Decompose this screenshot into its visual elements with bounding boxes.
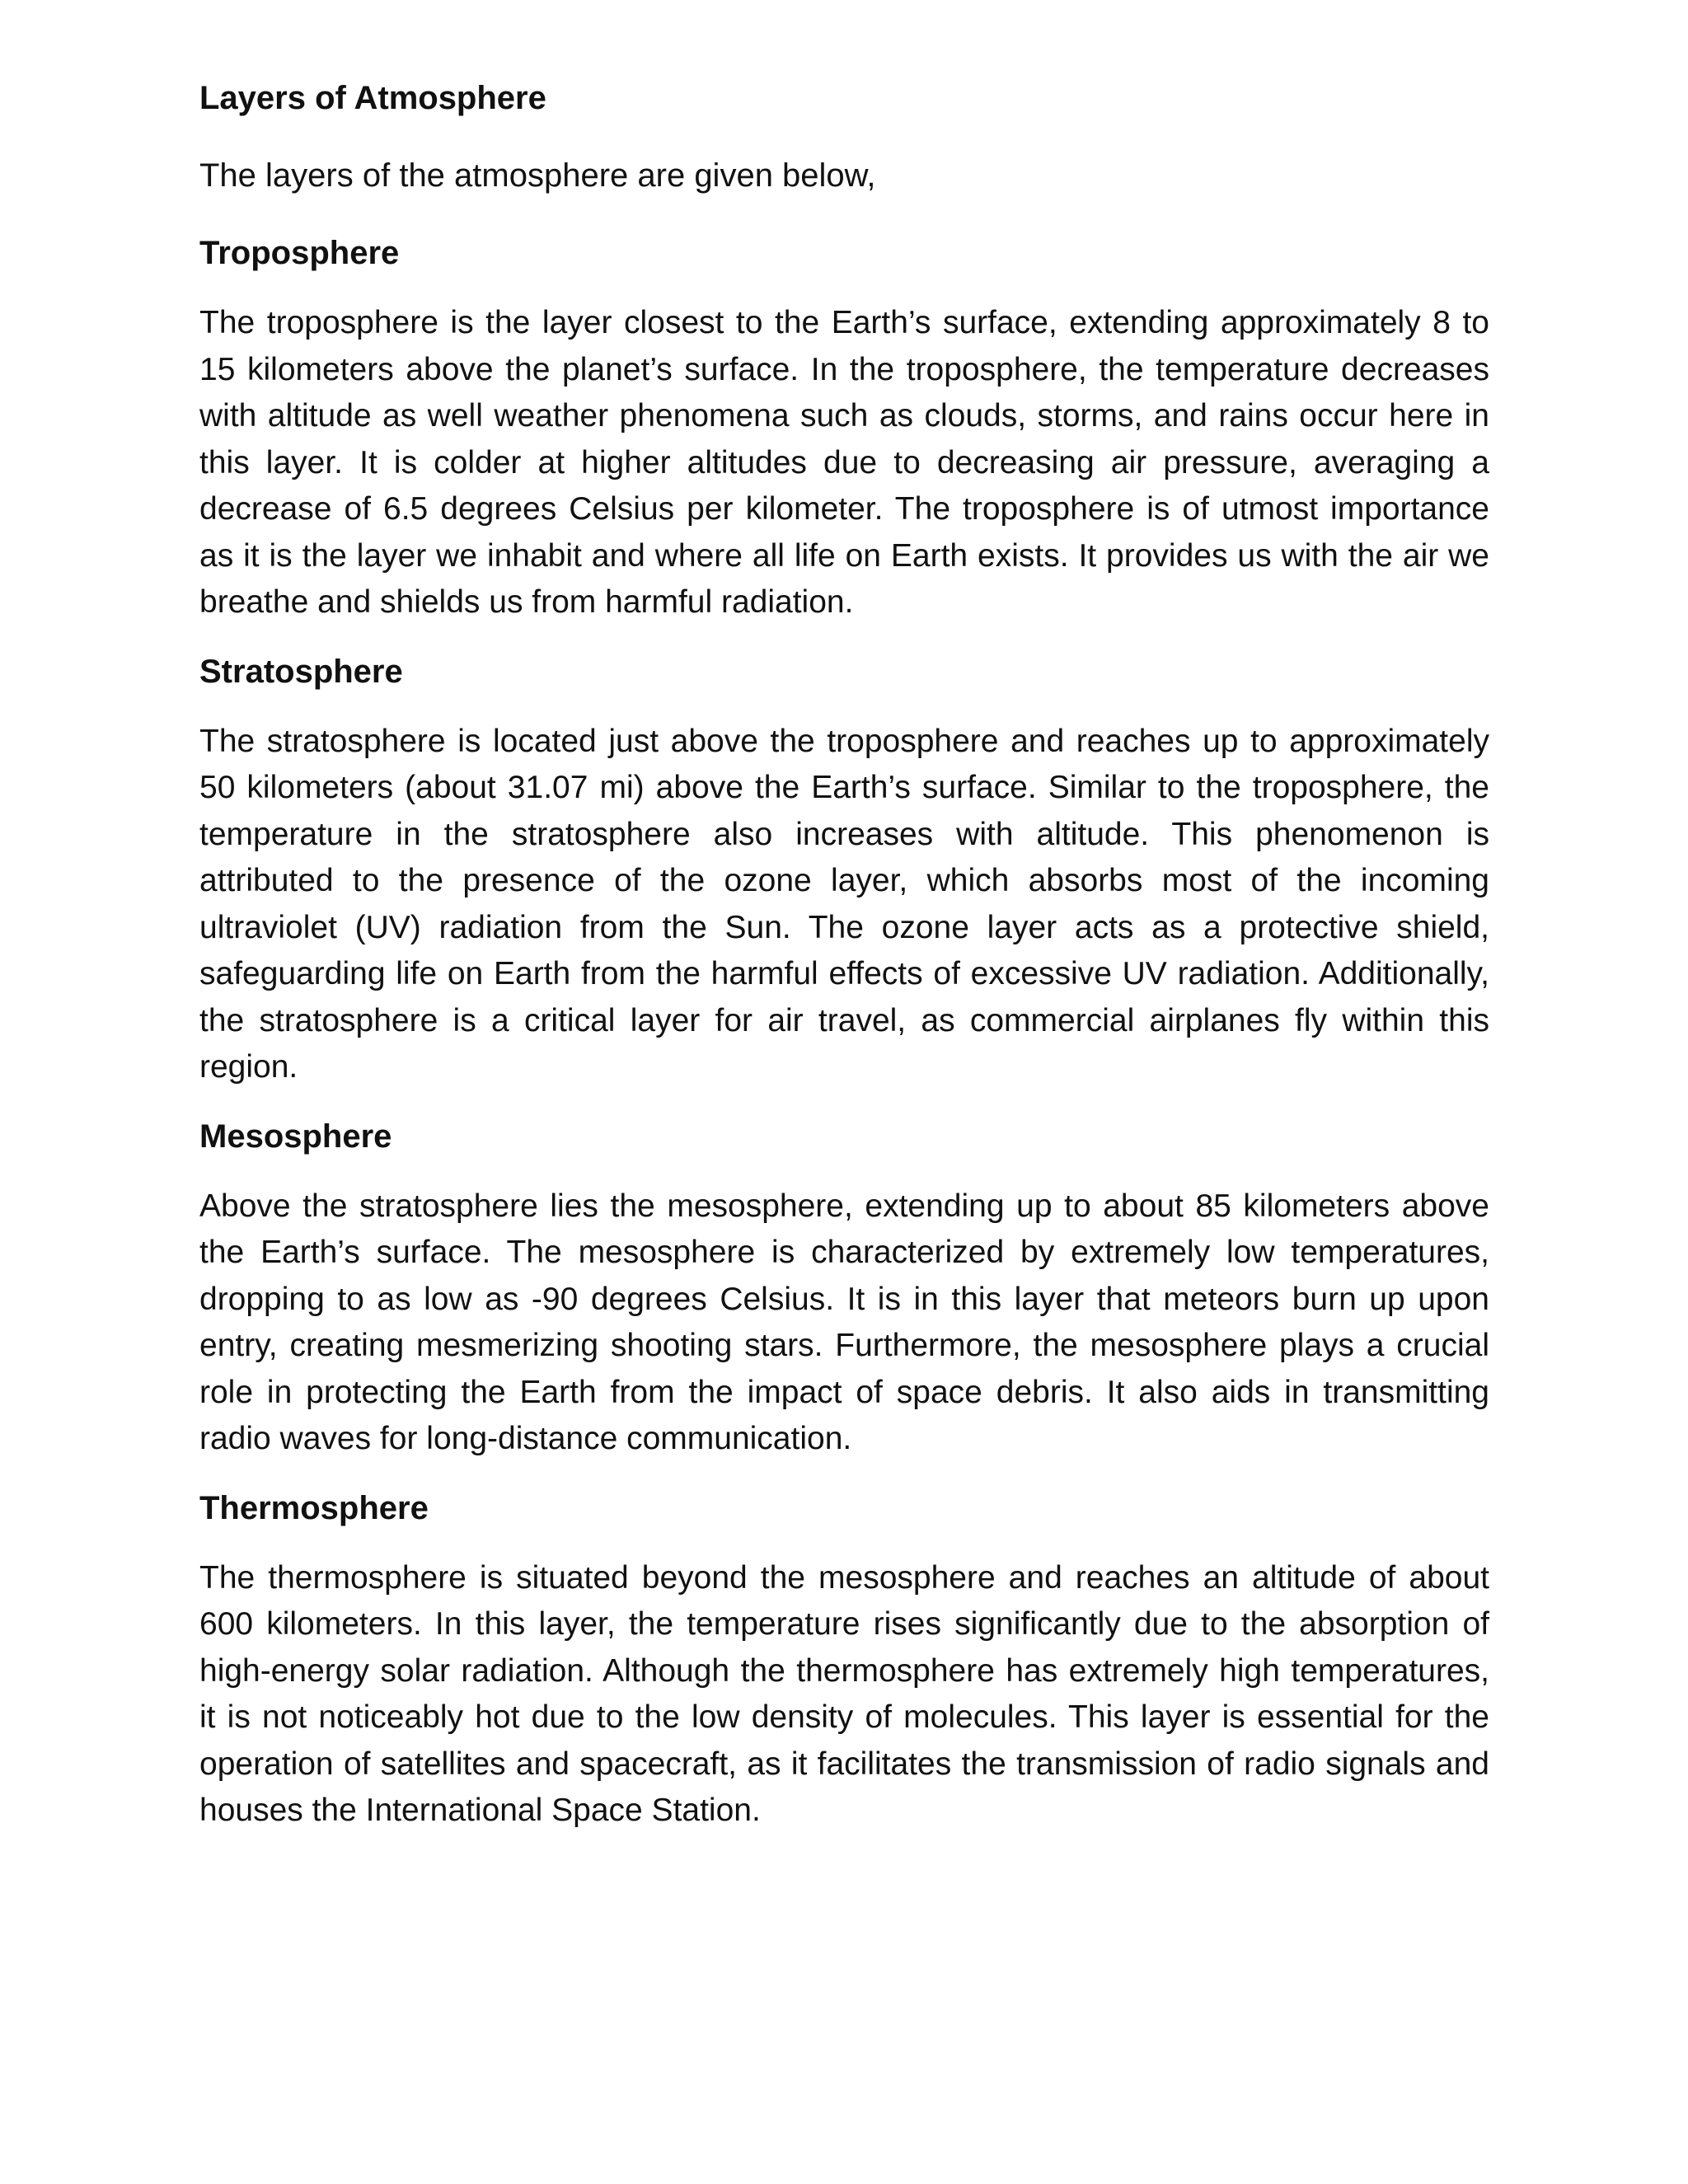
section-body-troposphere: The troposphere is the layer closest to the Earth’s surface, extending approximately 8 to 15 kilometers above the planet’s surface. In the troposphere, the temperature decreases with altitude as well weather phenomena such as clouds, storms, and rains occur here in this layer. It is colder at higher altitudes due to decreasing air pressure, averaging a decrease of 6.5 degrees Celsius per kilometer. The troposphere is of utmost importance as it is the layer we inhabit and where all life on Earth exists. It provides us with the air we breathe and shields us from harmful radiation. [199, 305, 1489, 620]
section-troposphere [199, 229, 1489, 626]
section-mesosphere [199, 1113, 1489, 1463]
section-body-thermosphere: The thermosphere is situated beyond the mesosphere and reaches an altitude of about 600 kilometers. In this layer, the temperature rises significantly due to the absorption of high-energy solar radiation. Although the thermosphere has extremely high temperatures, it is not noticeably hot due to the low density of molecules. This layer is essential for the operation of satellites and spacecraft, as it facilitates the transmission of radio signals and houses the International Space Station. [199, 1559, 1489, 1828]
document-content [199, 74, 1489, 1856]
section-body-mesosphere: Above the stratosphere lies the mesosphere, extending up to about 85 kilometers above the Earth’s surface. The mesosphere is characterized by extremely low temperatures, dropping to as low as -90 degrees Celsius. It is in this layer that meteors burn up upon entry, creating mesmerizing shooting stars. Furthermore, the mesosphere plays a crucial role in protecting the Earth from the impact of space debris. It also aids in transmitting radio waves for long-distance communication. [199, 1188, 1489, 1456]
section-thermosphere [199, 1484, 1489, 1835]
section-body-stratosphere: The stratosphere is located just above the troposphere and reaches up to approximately 50 kilometers (about 31.07 mi) above the Earth’s surface. Similar to the troposphere, the temperature in the stratosphere also increases with altitude. This phenomenon is attributed to the presence of the ozone layer, which absorbs most of the incoming ultraviolet (UV) radiation from the Sun. The ozone layer acts as a protective shield, safeguarding life on Earth from the harmful effects of excessive UV radiation. Additionally, the stratosphere is a critical layer for air travel, as commercial airplanes fly within this region. [199, 723, 1489, 1085]
intro-paragraph: The layers of the atmosphere are given below, [199, 157, 876, 194]
section-heading-mesosphere: Mesosphere [199, 1118, 392, 1155]
section-heading-thermosphere: Thermosphere [199, 1489, 429, 1526]
section-heading-troposphere: Troposphere [199, 235, 400, 271]
document-title: Layers of Atmosphere [199, 80, 546, 116]
section-heading-stratosphere: Stratosphere [199, 653, 403, 690]
section-stratosphere [199, 648, 1489, 1091]
